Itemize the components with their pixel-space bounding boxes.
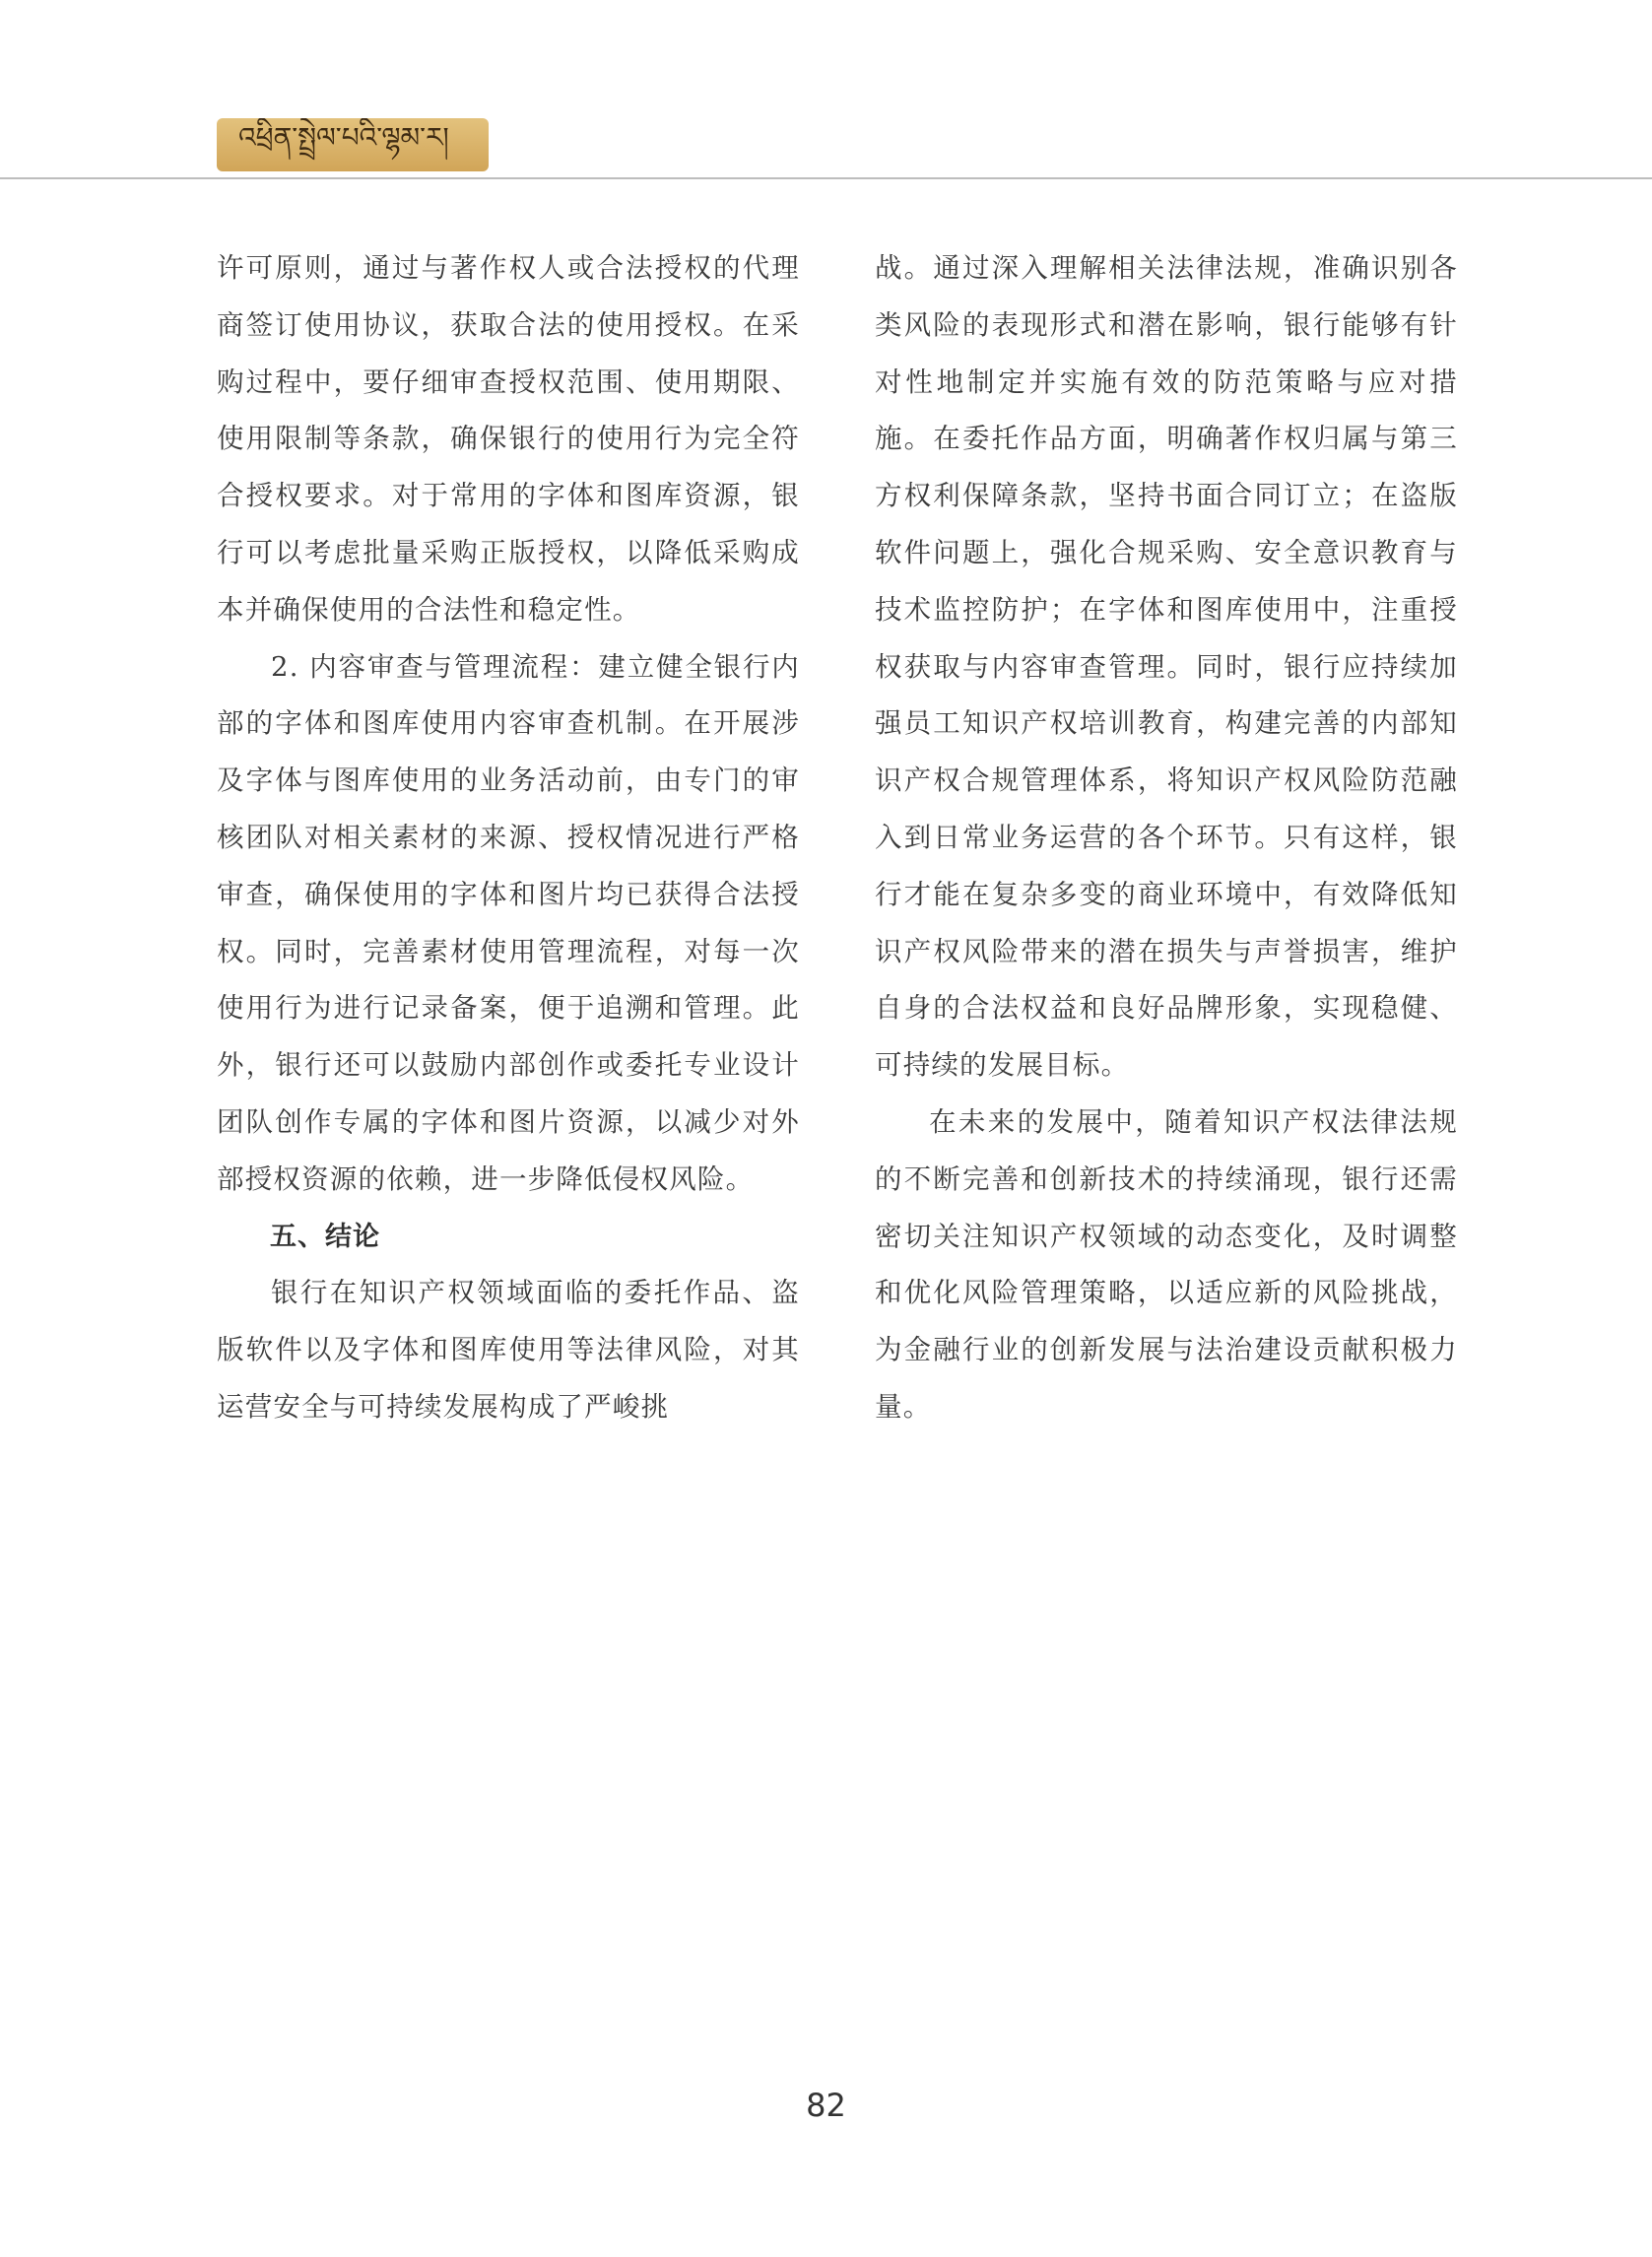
paragraph: 战。通过深入理解相关法律法规，准确识别各类风险的表现形式和潜在影响，银行能够有针对性地制定并实施有效的防范策略与应对措施。在委托作品方面，明确著作权归属与第三方权利保障条款，坚持书面合同订立；在盗版软件问题上，强化合规采购、安全意识教育与技术监控防护；在字体和图库使用中，注重授权获取与内容审查管理。同时，银行应持续加强员工知识产权培训教育，构建完善的内部知识产权合规管理体系，将知识产权风险防范融入到日常业务运营的各个环节。只有这样，银行才能在复杂多变的商业环境中，有效降低知识产权风险带来的潜在损失与声誉损害，维护自身的合法权益和良好品牌形象，实现稳健、可持续的发展目标。 [875,252,1458,1082]
paragraph: 2. 内容审查与管理流程：建立健全银行内部的字体和图库使用内容审查机制。在开展涉及字体与图库使用的业务活动前，由专门的审核团队对相关素材的来源、授权情况进行严格审查，确保使用的字体和图片均已获得合法授权。同时，完善素材使用管理流程，对每一次使用行为进行记录备案，便于追溯和管理。此外，银行还可以鼓励内部创作或委托专业设计团队创作专属的字体和图片资源，以减少对外部授权资源的依赖，进一步降低侵权风险。 [217,650,800,1195]
header-divider [0,177,1652,179]
paragraph: 许可原则，通过与著作权人或合法授权的代理商签订使用协议，获取合法的使用授权。在采购过程中，要仔细审查授权范围、使用期限、使用限制等条款，确保银行的使用行为完全符合授权要求。对于常用的字体和图库资源，银行可以考虑批量采购正版授权，以降低采购成本并确保使用的合法性和稳定性。 [217,252,800,626]
section-heading: 五、结论 [270,1221,380,1252]
paragraph: 银行在知识产权领域面临的委托作品、盗版软件以及字体和图库使用等法律风险，对其运营安全与可持续发展构成了严峻挑 [217,1277,800,1423]
right-text-column [875,240,1458,1436]
paragraph: 在未来的发展中，随着知识产权法律法规的不断完善和创新技术的持续涌现，银行还需密切关注知识产权领域的动态变化，及时调整和优化风险管理策略，以适应新的风险挑战，为金融行业的创新发展与法治建设贡献积极力量。 [875,1105,1458,1423]
running-header-text: འཕྲིན་སྤྲེལ་པའི་ལྷམ་ར། [238,120,449,154]
page-number: 82 [806,2087,846,2124]
running-header-tab [217,118,489,171]
left-text-column [217,240,800,1436]
